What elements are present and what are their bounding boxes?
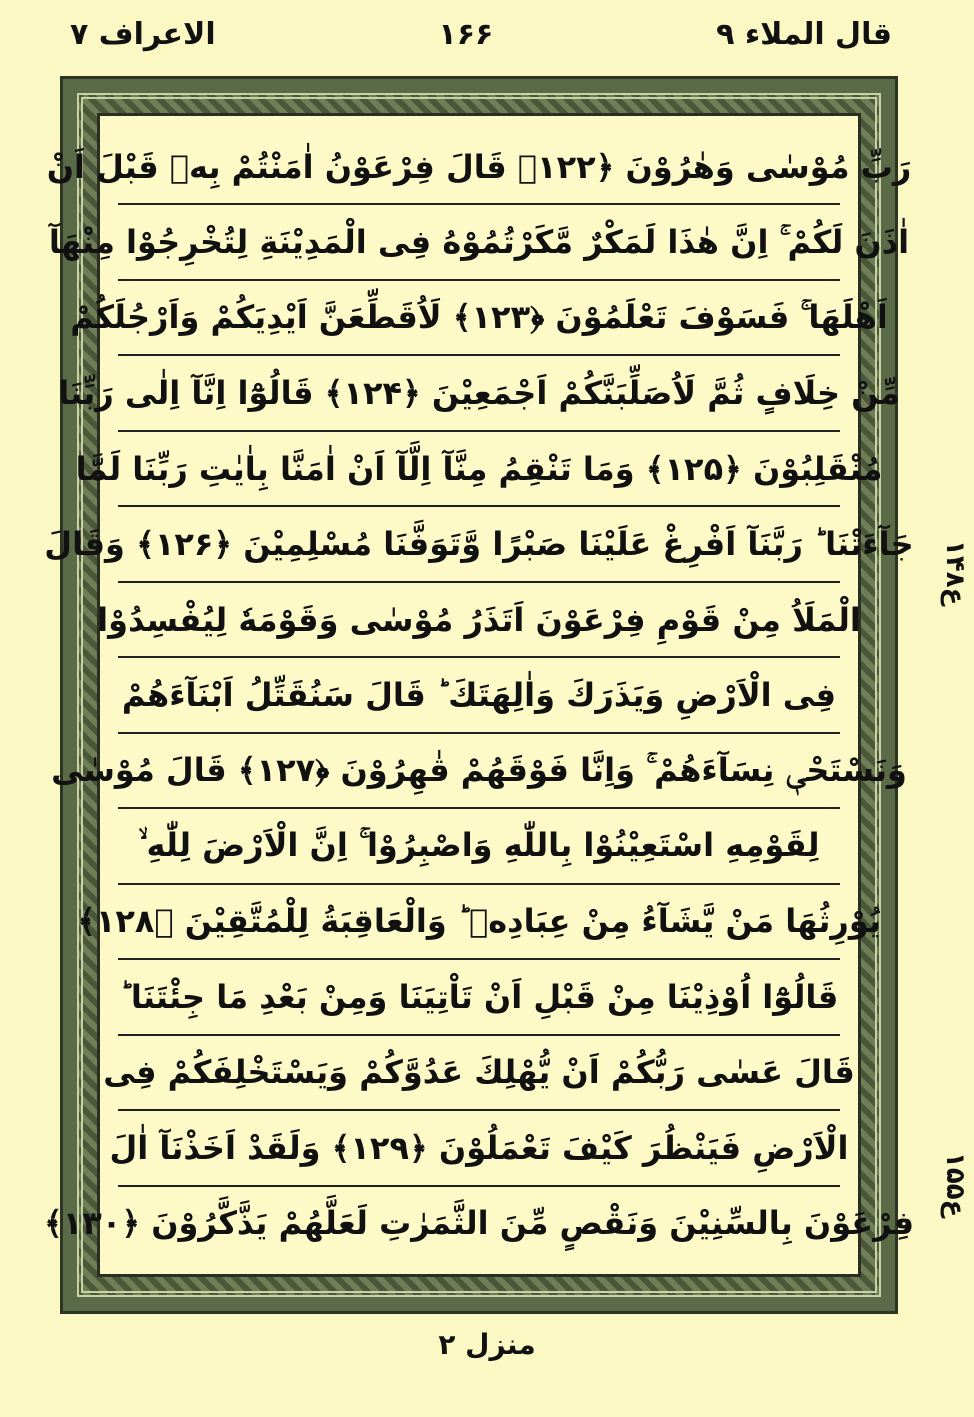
text-line-9: وَنَسْتَحْىٖ نِسَآءَهُمْ ۚ وَاِنَّا فَوْقَهُمْ قٰهِرُوْنَ ﴿۱۲۷﴾ قَالَ مُوْسٰى xyxy=(118,734,840,809)
text-line-11: يُوْرِثُهَا مَنْ يَّشَآءُ مِنْ عِبَادِهٖ ؕ وَالْعَاقِبَةُ لِلْمُتَّقِيْنَ ﴿۱۲۸﴾ xyxy=(118,885,840,960)
page-number: ۱۶۶ xyxy=(438,16,494,52)
text-line-1: رَبِّ مُوْسٰى وَهٰرُوْنَ ﴿۱۲۲﴾ قَالَ فِرْعَوْنُ اٰمَنْتُمْ بِهٖ قَبْلَ اَنْ xyxy=(118,130,840,205)
page-header xyxy=(70,4,892,64)
manzil-footer: منزل ۲ xyxy=(438,1328,536,1361)
border-pattern xyxy=(43,93,915,1297)
ruku-marker-2: ۱۵ع۵ xyxy=(940,1152,970,1218)
text-line-3: اَهْلَهَا ۚ فَسَوْفَ تَعْلَمُوْنَ ﴿۱۲۳﴾ لَاُقَطِّعَنَّ اَيْدِيَكُمْ وَاَرْجُلَكُمْ xyxy=(118,281,840,356)
ruku-marker-1: ۱۴ع۸ xyxy=(940,540,970,606)
text-line-5: مُنْقَلِبُوْنَ ﴿۱۲۵﴾ وَمَا تَنْقِمُ مِنَّآ اِلَّآ اَنْ اٰمَنَّا بِاٰيٰتِ رَبِّنَا لَمَّا xyxy=(118,432,840,507)
text-line-8: فِى الْاَرْضِ وَيَذَرَكَ وَاٰلِهَتَكَ ؕ قَالَ سَنُقَتِّلُ اَبْنَآءَهُمْ xyxy=(118,658,840,733)
text-line-12: قَالُوْٓا اُوْذِيْنَا مِنْ قَبْلِ اَنْ تَاْتِيَنَا وَمِنْ بَعْدِ مَا جِئْتَنَا ؕ xyxy=(118,960,840,1035)
juz-title: قال الملاء ۹ xyxy=(716,16,892,52)
surah-title: الاعراف ۷ xyxy=(70,16,216,52)
text-line-2: اٰذَنَ لَكُمْ ۚ اِنَّ هٰذَا لَمَكْرٌ مَّكَرْتُمُوْهُ فِى الْمَدِيْنَةِ لِتُخْرِجُوْا مِنْهَآ xyxy=(118,205,840,280)
text-line-7: الْمَلَاُ مِنْ قَوْمِ فِرْعَوْنَ اَتَذَرُ مُوْسٰى وَقَوْمَهٗ لِيُفْسِدُوْا xyxy=(118,583,840,658)
text-line-4: مِّنْ خِلَافٍ ثُمَّ لَاُصَلِّبَنَّكُمْ اَجْمَعِيْنَ ﴿۱۲۴﴾ قَالُوْٓا اِنَّآ اِلٰى رَبِّنَا xyxy=(118,356,840,431)
text-line-15: فِرْعَوْنَ بِالسِّنِيْنَ وَنَقْصٍ مِّنَ الثَّمَرٰتِ لَعَلَّهُمْ يَذَّكَّرُوْنَ ﴿۱۳۰﴾ xyxy=(43,1204,915,1243)
text-line-14: الْاَرْضِ فَيَنْظُرَ كَيْفَ تَعْمَلُوْنَ ﴿۱۲۹﴾ وَلَقَدْ اَخَذْنَآ اٰلَ xyxy=(118,1111,840,1186)
text-line-10: لِقَوْمِهِ اسْتَعِيْنُوْا بِاللّٰهِ وَاصْبِرُوْا ۚ اِنَّ الْاَرْضَ لِلّٰهِ ۙ xyxy=(118,809,840,884)
text-line-6: جَآءَتْنَا ؕ رَبَّنَآ اَفْرِغْ عَلَيْنَا صَبْرًا وَّتَوَفَّنَا مُسْلِمِيْنَ ﴿۱۲۶﴾ وَقَالَ xyxy=(118,507,840,582)
ornamental-border xyxy=(43,76,915,1314)
verse-text-area xyxy=(43,113,915,1277)
text-line-13: قَالَ عَسٰى رَبُّكُمْ اَنْ يُّهْلِكَ عَدُوَّكُمْ وَيَسْتَخْلِفَكُمْ فِى xyxy=(118,1036,840,1111)
